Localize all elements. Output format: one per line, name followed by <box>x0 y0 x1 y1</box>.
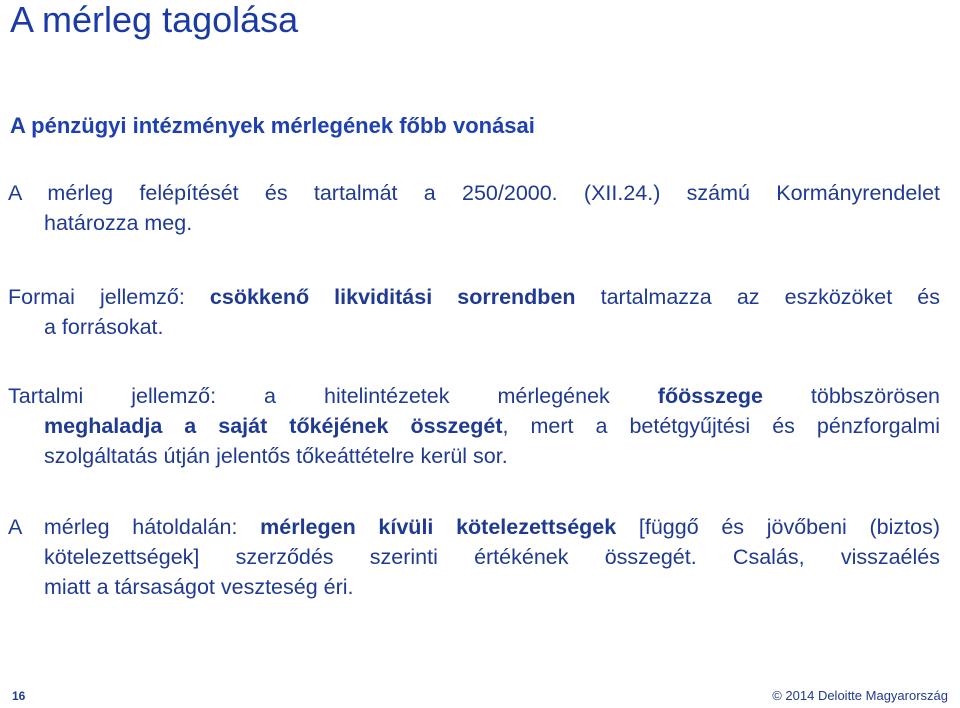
bold-text-run: csökkenő likviditási sorrendben <box>209 285 576 309</box>
paragraph-line: miatt a társaságot veszteség éri. <box>44 575 354 599</box>
paragraph-line <box>8 512 940 542</box>
bold-text-run: mérlegen kívüli kötelezettségek <box>260 515 617 539</box>
section-subtitle: A pénzügyi intézmények mérlegének főbb vonásai <box>10 113 535 138</box>
text-run: Formai jellemző: <box>8 285 210 309</box>
text-run: , mert a betétgyűjtési és pénzforgalmi <box>502 414 941 438</box>
paragraph-line: A mérleg felépítését és tartalmát a 250/2000. (XII.24.) számú Kormányrendelet <box>8 181 940 205</box>
text-run: Tartalmi jellemző: a hitelintézetek mérlegének <box>8 384 658 408</box>
page-title: A mérleg tagolása <box>10 0 299 40</box>
text-run: [függő és jövőbeni (biztos) <box>616 515 941 539</box>
bold-text-run: főösszege <box>657 384 763 408</box>
paragraph-line: határozza meg. <box>44 211 193 235</box>
text-run: többszörösen <box>762 384 940 408</box>
paragraph-off-balance <box>8 512 940 602</box>
bold-text-run: meghaladja a saját tőkéjének összegét <box>44 414 503 438</box>
paragraph-line: szolgáltatás útján jelentős tőkeáttételre kerül sor. <box>44 444 508 468</box>
paragraph-content-feature <box>8 381 940 471</box>
paragraph-line: kötelezettségek] szerződés szerinti értékének összegét. Csalás, visszaélés <box>44 545 940 569</box>
paragraph-formal-feature <box>8 282 940 342</box>
paragraph-legal-basis <box>8 178 940 238</box>
page-number: 16 <box>12 689 26 703</box>
paragraph-line: a forrásokat. <box>44 315 164 339</box>
text-run: A mérleg hátoldalán: <box>8 515 261 539</box>
copyright-notice: © 2014 Deloitte Magyarország <box>772 688 948 703</box>
text-run: tartalmazza az eszközöket és <box>575 285 940 309</box>
paragraph-line <box>8 282 940 312</box>
paragraph-line <box>8 411 940 441</box>
paragraph-line <box>8 381 940 411</box>
